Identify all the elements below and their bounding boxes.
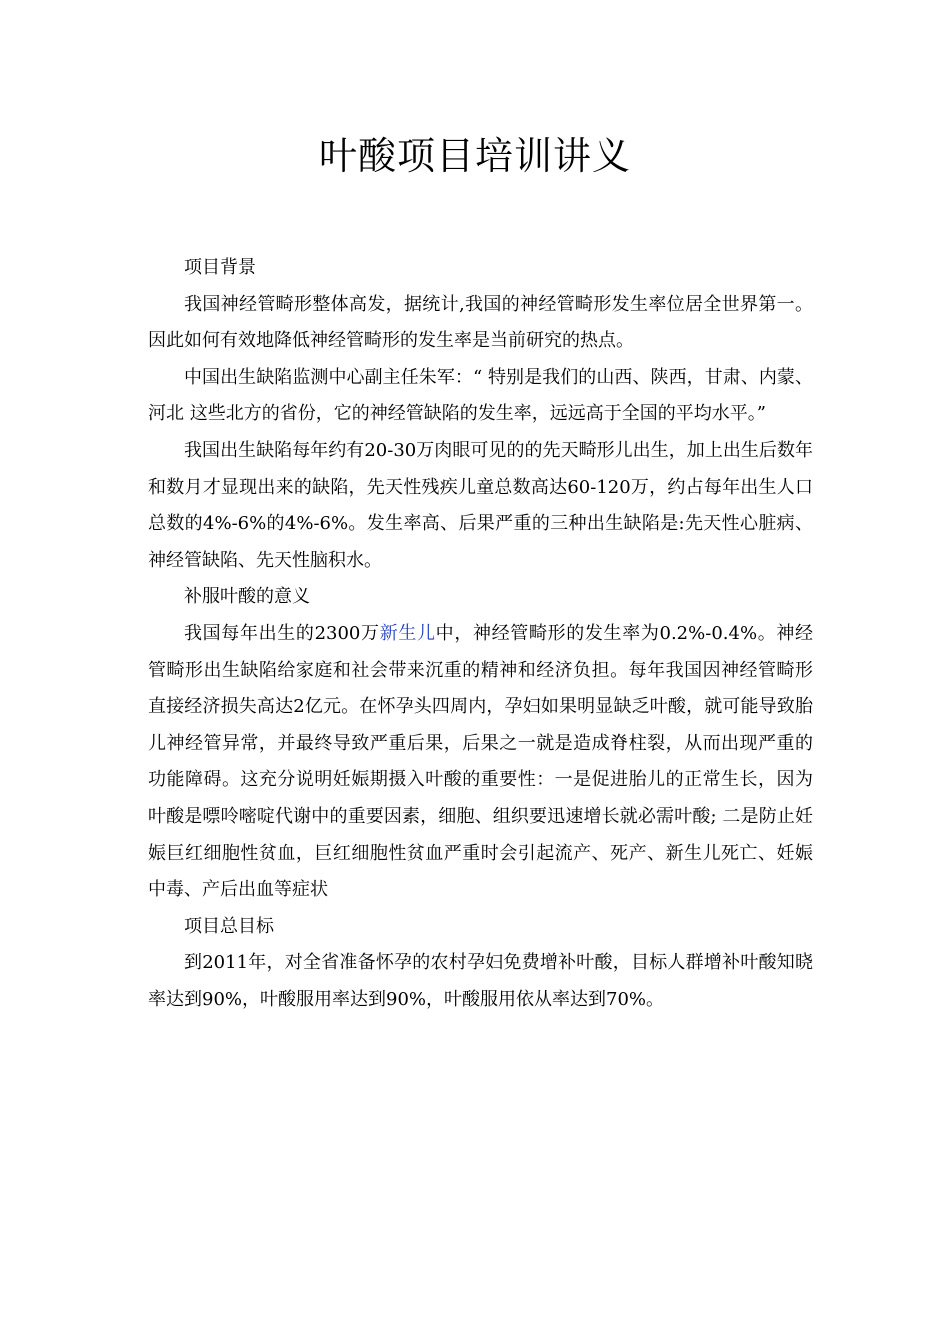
paragraph: 我国神经管畸形整体高发，据统计,我国的神经管畸形发生率位居全世界第一。因此如何有效地降低神经管畸形的发生率是当前研究的热点。 bbox=[148, 293, 813, 352]
section-heading-background: 项目背景 bbox=[184, 257, 256, 278]
paragraph bbox=[148, 616, 813, 909]
section-heading-goal: 项目总目标 bbox=[184, 915, 274, 937]
paragraph: 我国出生缺陷每年约有20-30万肉眼可见的的先天畸形儿出生，加上出生后数年和数月才显现出来的缺陷，先天性残疾儿童总数高达60-120万，约占每年出生人口总数的4%-6%的4%-6%。发生率高、后果严重的三种出生缺陷是:先天性心脏病、神经管缺陷、先天性脑积水。 bbox=[148, 439, 813, 571]
paragraph-text: 中，神经管畸形的发生率为0.2%-0.4%。神经管畸形出生缺陷给家庭和社会带来沉重的精神和经济负担。每年我国因神经管畸形直接经济损失高达2亿元。在怀孕头四周内，孕妇如果明显缺乏叶酸，就可能导致胎儿神经管异常，并最终导致严重后果，后果之一就是造成脊柱裂，从而出现严重的功能障碍。这充分说明妊娠期摄入叶酸的重要性：一是促进胎儿的正常生长，因为叶酸是嘌呤嘧啶代谢中的重要因素，细胞、组织要迅速增长就必需叶酸; 二是防止妊娠巨红细胞性贫血，巨红细胞性贫血严重时会引起流产、死产、新生儿死亡、妊娠中毒、产后出血等症状 bbox=[148, 622, 814, 901]
paragraph-text: 我国每年出生的2300万 bbox=[184, 622, 380, 644]
newborn-link[interactable]: 新生儿 bbox=[379, 622, 436, 644]
document-title: 叶酸项目培训讲义 bbox=[318, 134, 631, 178]
document-body bbox=[148, 250, 813, 1018]
paragraph: 到2011年，对全省准备怀孕的农村孕妇免费增补叶酸，目标人群增补叶酸知晓率达到90%，叶酸服用率达到90%，叶酸服用依从率达到70%。 bbox=[148, 952, 813, 1010]
section-heading-significance: 补服叶酸的意义 bbox=[184, 586, 310, 608]
paragraph: 中国出生缺陷监测中心副主任朱军：“ 特别是我们的山西、陕西，甘肃、内蒙、河北 这些北方的省份，它的神经管缺陷的发生率，远远高于全国的平均水平。” bbox=[148, 366, 813, 425]
